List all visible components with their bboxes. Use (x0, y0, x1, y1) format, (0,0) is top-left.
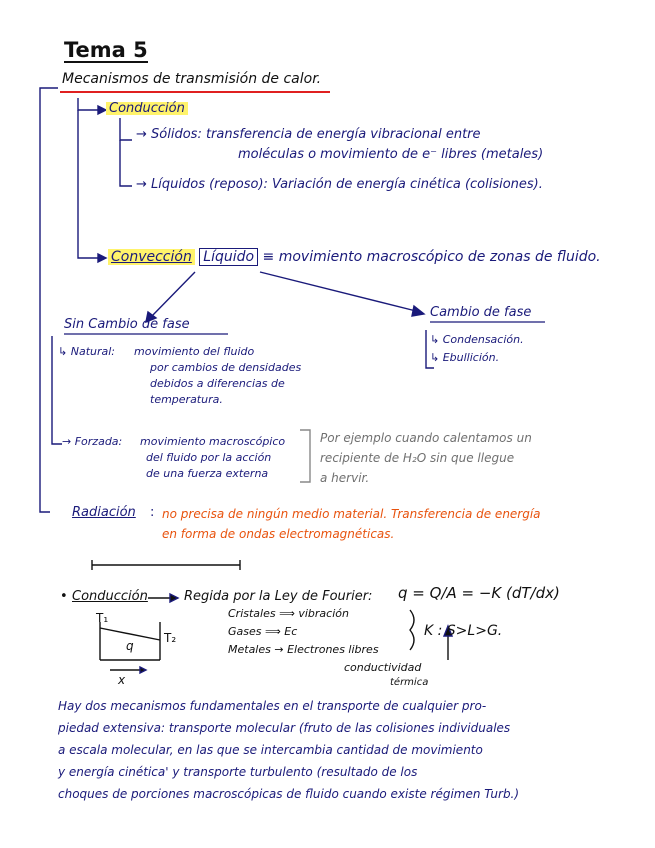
cambio-item-1: ↳ Condensación. (430, 333, 524, 346)
natural-line-4: temperatura. (150, 393, 223, 406)
sin-cambio-label: Sin Cambio de fase (64, 317, 190, 332)
fourier-formula: q = Q/A = −K (dT/dx) (398, 584, 560, 602)
natural-label: ↳ Natural: (58, 345, 115, 358)
conduccion-label: Conducción (106, 102, 188, 115)
solidos-text: → Sólidos: transferencia de energía vibracional entre (136, 127, 481, 142)
page-subtitle: Mecanismos de transmisión de calor. (62, 71, 322, 87)
radiacion-label: Radiación (72, 505, 136, 520)
gases-row: Gases ⟹ Ec (228, 625, 298, 638)
solidos-text-cont: moléculas o movimiento de e⁻ libres (metales) (238, 147, 544, 162)
fourier-text: Regida por la Ley de Fourier: (184, 589, 373, 604)
radiacion-colon: : (150, 505, 155, 520)
natural-line-1: movimiento del fluido (134, 345, 255, 358)
cambio-item-1-text: Condensación. (442, 333, 524, 346)
natural-line-2: por cambios de densidades (150, 361, 302, 374)
forzada-line-2: del fluido por la acción (146, 451, 272, 464)
conductividad-label: conductividad (344, 661, 422, 674)
fourier-conduccion-label: Conducción (72, 589, 148, 604)
t2-label: T₂ (164, 631, 177, 645)
natural-label-text: Natural: (70, 345, 115, 358)
q-label: q (126, 639, 134, 653)
radiacion-line-2: en forma de ondas electromagnéticas. (162, 527, 395, 541)
cambio-item-2: ↳ Ebullición. (430, 351, 500, 364)
liquido-box: Líquido (199, 248, 258, 266)
ejemplo-line-2: recipiente de H₂O sin que llegue (320, 451, 515, 465)
x-label: x (118, 673, 126, 687)
liquidos-text: → Líquidos (reposo): Variación de energía cinética (colisiones). (136, 177, 543, 192)
paragraph-line-1: Hay dos mecanismos fundamentales en el transporte de cualquier pro- (58, 699, 487, 713)
cambio-item-2-text: Ebullición. (442, 351, 500, 364)
paragraph-line-5: choques de porciones macroscópicas de fluido cuando existe régimen Turb.) (58, 787, 520, 801)
forzada-line-3: de una fuerza externa (146, 467, 269, 480)
k-relation: K : S>L>G. (424, 623, 503, 639)
cristales-row: Cristales ⟹ vibración (228, 607, 349, 620)
ejemplo-line-1: Por ejemplo cuando calentamos un (320, 431, 532, 445)
paragraph-line-2: piedad extensiva: transporte molecular (fruto de las colisiones individuales (58, 721, 511, 735)
page-title: Tema 5 (64, 38, 148, 62)
fourier-bullet: • (60, 589, 68, 604)
forzada-label-text: Forzada: (74, 435, 123, 448)
cambio-label: Cambio de fase (430, 305, 532, 320)
forzada-label: → Forzada: (62, 435, 123, 448)
liquidos-label: Líquidos (reposo): Variación de energía cinética (colisiones). (151, 177, 543, 192)
metales-row: Metales → Electrones libres (228, 643, 379, 656)
natural-line-3: debidos a diferencias de (150, 377, 285, 390)
forzada-line-1: movimiento macroscópico (140, 435, 286, 448)
paragraph-line-3: a escala molecular, en las que se intercambia cantidad de movimiento (58, 743, 483, 757)
solidos-label: Sólidos: transferencia de energía vibracional entre (151, 127, 481, 142)
conveccion-definition: ≡ movimiento macroscópico de zonas de fluido. (262, 249, 601, 265)
conveccion-label: Convección (108, 249, 195, 265)
conveccion-row (108, 250, 601, 264)
termica-label: térmica (390, 677, 429, 688)
paragraph-line-4: y energía cinética' y transporte turbulento (resultado de los (58, 765, 418, 779)
t1-label: T₁ (96, 611, 109, 625)
ejemplo-line-3: a hervir. (320, 471, 370, 485)
radiacion-line-1: no precisa de ningún medio material. Transferencia de energía (162, 507, 541, 521)
